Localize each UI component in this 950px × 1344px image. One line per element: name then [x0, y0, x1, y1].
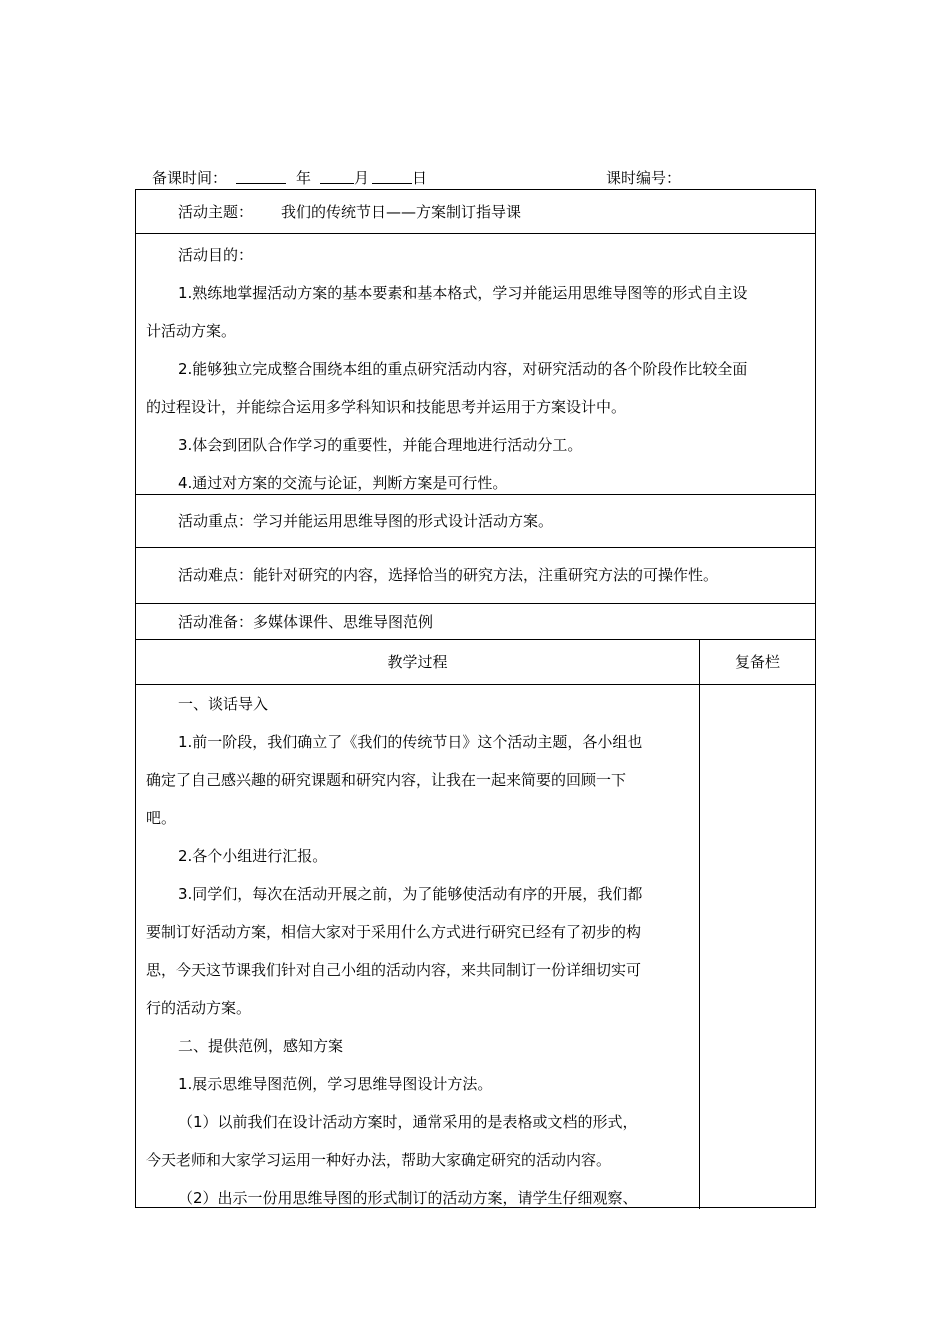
theme-label: 活动主题：	[178, 203, 254, 221]
review-header: 复备栏	[734, 653, 780, 671]
process-line: 要制订好活动方案，相信大家对于采用什么方式进行研究已经有了初步的构	[146, 923, 642, 941]
process-line: 吧。	[146, 809, 177, 827]
process-content-row	[136, 685, 815, 1209]
process-line: 3.同学们，每次在活动开展之前，为了能够使活动有序的开展，我们都	[178, 885, 643, 903]
goal-line: 1.熟练地掌握活动方案的基本要素和基本格式，学习并能运用思维导图等的形式自主设	[178, 284, 748, 302]
key-point-row	[136, 495, 815, 548]
process-line: 二、提供范例，感知方案	[178, 1037, 344, 1055]
goal-line: 的过程设计，并能综合运用多学科知识和技能思考并运用于方案设计中。	[146, 398, 627, 416]
goals-title: 活动目的：	[178, 246, 254, 264]
review-column-cell[interactable]	[700, 685, 815, 1209]
preparation-row	[136, 604, 815, 640]
lesson-no-label: 课时编号：	[606, 169, 682, 187]
goal-line: 3.体会到团队合作学习的重要性，并能合理地进行活动分工。	[178, 436, 583, 454]
lesson-header	[152, 166, 822, 190]
prep-time-label: 备课时间：	[152, 169, 228, 187]
lesson-plan-table	[135, 189, 816, 1208]
process-line: 1.前一阶段，我们确立了《我们的传统节日》这个活动主题，各小组也	[178, 733, 643, 751]
goal-line: 2.能够独立完成整合围绕本组的重点研究活动内容，对研究活动的各个阶段作比较全面	[178, 360, 748, 378]
process-header-row	[136, 640, 815, 685]
process-line: （2）出示一份用思维导图的形式制订的活动方案，请学生仔细观察、	[178, 1189, 638, 1207]
month-label: 月	[354, 169, 370, 187]
column-divider	[699, 640, 700, 1209]
process-line: 一、谈话导入	[178, 695, 269, 713]
theme-row	[136, 190, 815, 234]
day-label: 日	[412, 169, 428, 187]
difficulty-row	[136, 548, 815, 604]
preparation-text: 活动准备：多媒体课件、思维导图范例	[178, 613, 434, 631]
key-point-text: 活动重点：学习并能运用思维导图的形式设计活动方案。	[178, 512, 554, 530]
theme-value: 我们的传统节日——方案制订指导课	[281, 203, 522, 221]
difficulty-text: 活动难点：能针对研究的内容，选择恰当的研究方法，注重研究方法的可操作性。	[178, 566, 719, 584]
goal-line: 计活动方案。	[146, 322, 237, 340]
process-line: 行的活动方案。	[146, 999, 252, 1017]
process-line: 思，今天这节课我们针对自己小组的活动内容，来共同制订一份详细切实可	[146, 961, 642, 979]
process-line: 今天老师和大家学习运用一种好办法，帮助大家确定研究的活动内容。	[146, 1151, 612, 1169]
process-line: 确定了自己感兴趣的研究课题和研究内容，让我在一起来简要的回顾一下	[146, 771, 627, 789]
process-line: 2.各个小组进行汇报。	[178, 847, 328, 865]
process-line: （1）以前我们在设计活动方案时，通常采用的是表格或文档的形式，	[178, 1113, 638, 1131]
goal-line: 4.通过对方案的交流与论证，判断方案是可行性。	[178, 474, 508, 492]
goals-row	[136, 234, 815, 495]
year-label: 年	[296, 169, 312, 187]
process-header: 教学过程	[387, 653, 448, 671]
process-line: 1.展示思维导图范例，学习思维导图设计方法。	[178, 1075, 493, 1093]
